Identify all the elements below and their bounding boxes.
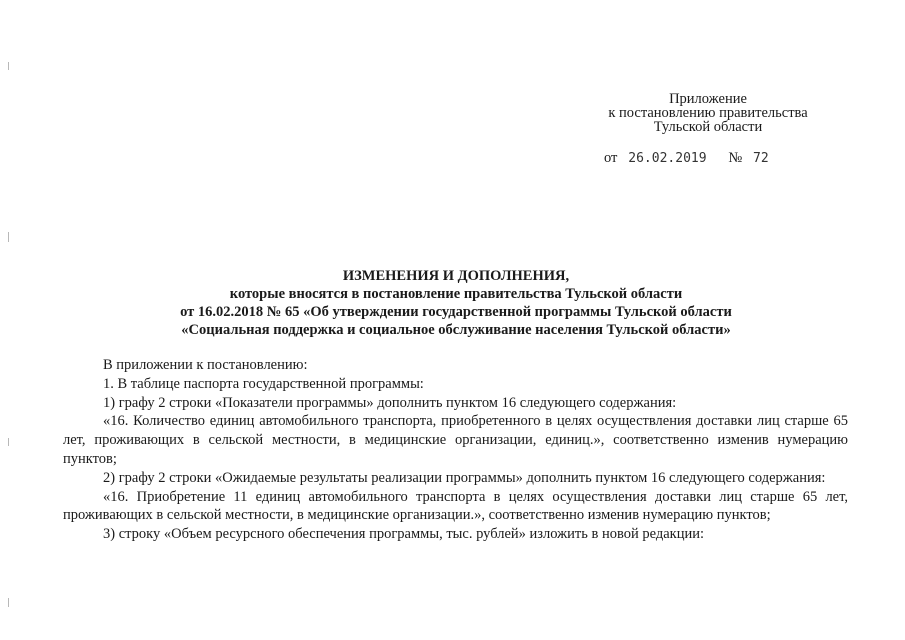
appendix-line-1: Приложение [669,91,747,107]
decree-number-label: № [728,150,743,166]
paragraph: 2) графу 2 строки «Ожидаемые результаты реализации программы» дополнить пунктом 16 следующего содержания: [103,469,826,486]
document-title [150,267,762,339]
paragraph: 1) графу 2 строки «Показатели программы» дополнить пунктом 16 следующего содержания: [103,394,677,411]
title-line-1: ИЗМЕНЕНИЯ И ДОПОЛНЕНИЯ, [342,268,570,284]
title-line-3: от 16.02.2018 № 65 «Об утверждении государственной программы Тульской области [180,304,732,320]
title-line-2: которые вносятся в постановление правительства Тульской области [229,286,683,302]
decree-from-label: от [604,150,618,166]
paragraph: «16. Приобретение 11 единиц автомобильного транспорта в целях осуществления доставки лиц старше 65 лет, проживающих в сельской местности, в медицинские организации.», соответственно изменив нумерацию пунктов; [63,488,848,524]
scan-artifact [8,598,9,607]
paragraph: 1. В таблице паспорта государственной программы: [103,375,424,392]
appendix-line-3: Тульской области [653,119,763,135]
paragraph: «16. Количество единиц автомобильного транспорта, приобретенного в целях осуществления доставки лиц старше 65 лет, проживающих в сельской местности, в медицинские организации, единиц.», соответственно изменив нумерацию пунктов; [63,413,848,467]
appendix-line-2: к постановлению правительства [608,105,808,121]
decree-number: 72 [753,151,769,166]
title-line-4: «Социальная поддержка и социальное обслуживание населения Тульской области» [181,322,731,338]
scan-artifact [8,438,9,446]
scan-artifact [8,62,9,70]
decree-date-number [604,150,769,167]
paragraph: В приложении к постановлению: [103,357,308,373]
paragraph: 3) строку «Объем ресурсного обеспечения программы, тыс. рублей» изложить в новой редакции: [103,526,705,543]
decree-date: 26.02.2019 [628,151,707,166]
document-body [63,356,848,544]
appendix-header [590,92,826,134]
scan-artifact [8,232,9,242]
